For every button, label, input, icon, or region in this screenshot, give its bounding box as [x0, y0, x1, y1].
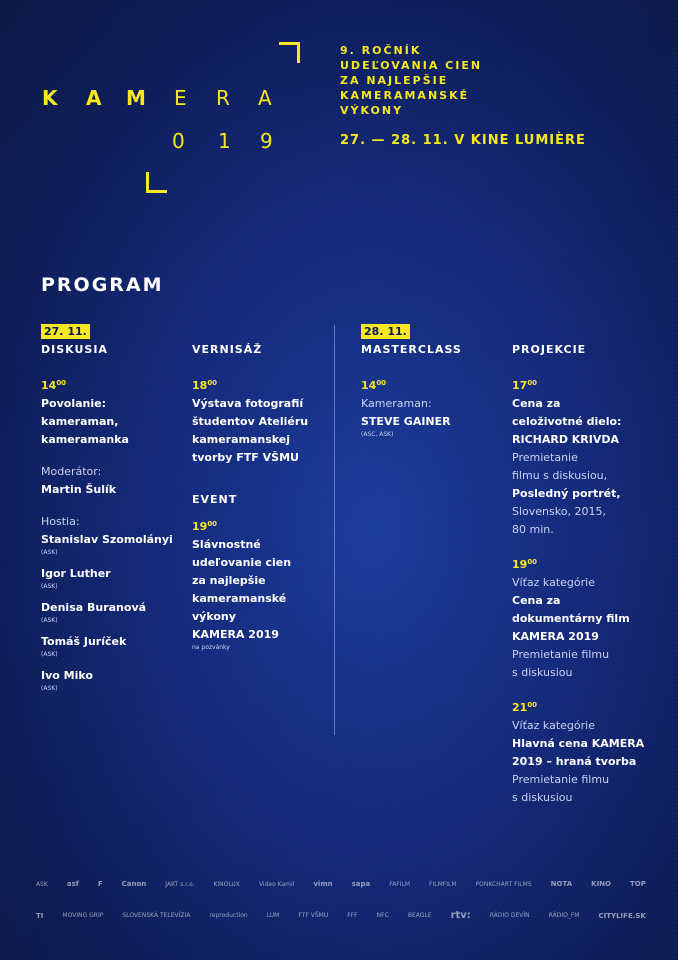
- sponsor-logo: FAFILM: [389, 880, 411, 888]
- sponsor-logo: FTF VŠMU: [298, 912, 329, 919]
- logo-letter-k: K: [42, 86, 58, 110]
- sponsor-logo: RÁDIO DEVÍN: [489, 912, 530, 919]
- edition-line: UDEĽOVANIA CIEN: [340, 59, 483, 72]
- sponsor-logo: F: [97, 880, 103, 888]
- screening-item: [512, 374, 662, 539]
- sponsor-logo: CITYLIFE.SK: [598, 911, 646, 920]
- sponsor-logo: SLOVENSKÁ TELEVÍZIA: [122, 912, 191, 919]
- discussion-title-line: kameraman,: [41, 415, 119, 428]
- ceremony-line: KAMERA 2019: [192, 628, 279, 641]
- logo-letter-m: M: [126, 86, 146, 110]
- screening-intro: Víťaz kategórie: [512, 719, 595, 732]
- logo-digit-9: 9: [260, 129, 273, 153]
- heading-projekcie: PROJEKCIE: [512, 343, 587, 356]
- screening-item: [512, 696, 662, 807]
- time-label: $18^{00}$: [192, 379, 218, 392]
- event-label: EVENT: [192, 493, 238, 506]
- sponsor-logo: FILMFILM: [429, 880, 457, 888]
- guest-tag: (ASK): [41, 651, 58, 658]
- sponsor-logo: NFC: [376, 912, 389, 919]
- moderator-name: Martin Šulík: [41, 483, 117, 496]
- screening-info-line: Premietanie filmu: [512, 773, 610, 786]
- logo-letter-a: A: [86, 86, 102, 110]
- screening-title-line: 2019 – hraná tvorba: [512, 755, 637, 768]
- sponsor-logo: asf: [66, 880, 79, 888]
- screening-title-line: KAMERA 2019: [512, 630, 599, 643]
- guest-name: Stanislav Szomolányi: [41, 533, 173, 546]
- sponsor-logo: MOVING GRIP: [62, 912, 104, 919]
- sponsor-logo: ASK: [36, 880, 48, 888]
- screening-intro: Víťaz kategórie: [512, 576, 595, 589]
- sponsor-logo: NOTA: [550, 880, 573, 888]
- heading-vernisaz: VERNISÁŽ: [192, 343, 263, 356]
- guests-label: Hostia:: [41, 515, 80, 528]
- column-projekcie: [512, 374, 662, 807]
- sponsor-logo: vimn: [313, 880, 333, 888]
- screening-info-line: Premietanie: [512, 451, 578, 464]
- heading-diskusia: DISKUSIA: [41, 343, 108, 356]
- sponsor-logo: FFF: [347, 912, 358, 919]
- sponsor-logo: PONKCHART FILMS: [475, 880, 532, 888]
- screening-info-line: filmu s diskusiou,: [512, 469, 608, 482]
- logo-letter-r: R: [216, 86, 230, 110]
- sponsor-logo: Canon: [121, 880, 147, 888]
- sponsor-logo: KINO: [591, 880, 611, 888]
- logo-bracket-bottom-left: [146, 172, 167, 193]
- screening-title-line: dokumentárny film: [512, 612, 630, 625]
- edition-line: 9. ROČNÍK: [340, 44, 422, 57]
- edition-info: [340, 43, 482, 118]
- guest-item: [41, 531, 186, 557]
- date-badge-day1: 27. 11.: [41, 324, 90, 339]
- guest-item: [41, 633, 186, 659]
- time-label: $14^{00}$: [361, 379, 387, 392]
- ceremony-line: za najlepšie: [192, 574, 266, 587]
- time-label: $21^{00}$: [512, 701, 538, 714]
- sponsor-row-2: [36, 910, 646, 921]
- screening-title-line: celoživotné dielo:: [512, 415, 622, 428]
- screening-title-line: Cena za: [512, 397, 561, 410]
- time-label: $19^{00}$: [192, 520, 218, 533]
- ceremony-line: Slávnostné: [192, 538, 261, 551]
- sponsor-logo: TOP: [630, 880, 646, 888]
- moderator-label: Moderátor:: [41, 465, 102, 478]
- sponsor-logo: KINOLUX: [213, 880, 240, 888]
- exhibition-title-line: Výstava fotografií: [192, 397, 304, 410]
- edition-line: VÝKONY: [340, 104, 404, 117]
- logo-letter-e: E: [174, 86, 187, 110]
- sponsor-logo: TI: [36, 911, 44, 920]
- ceremony-line: výkony: [192, 610, 236, 623]
- guest-tag: (ASK): [41, 685, 58, 692]
- sponsor-logo: rtv:: [450, 910, 471, 921]
- screening-info-line: s diskusiou: [512, 666, 573, 679]
- guest-name: Igor Luther: [41, 567, 111, 580]
- sponsor-logo: RÁDIO_FM: [548, 912, 580, 919]
- guest-item: [41, 565, 186, 591]
- sponsor-row-1: [36, 880, 646, 888]
- screening-title-line: RICHARD KRIVDA: [512, 433, 620, 446]
- screening-title-line: Cena za: [512, 594, 561, 607]
- ceremony-line: udeľovanie cien: [192, 556, 292, 569]
- column-masterclass: [361, 374, 501, 439]
- time-label: $17^{00}$: [512, 379, 538, 392]
- exhibition-title-line: tvorby FTF VŠMU: [192, 451, 299, 464]
- guest-tag: (ASK): [41, 617, 58, 624]
- column-vernisaz: [192, 374, 332, 652]
- screening-title-line: Hlavná cena KAMERA: [512, 737, 645, 750]
- screening-info-line: 80 min.: [512, 523, 554, 536]
- program-title: PROGRAM: [41, 274, 164, 296]
- masterclass-name: STEVE GAINER: [361, 415, 451, 428]
- exhibition-title-line: kameramanskej: [192, 433, 291, 446]
- guest-item: [41, 599, 186, 625]
- screening-item: [512, 553, 662, 682]
- time-label: $14^{00}$: [41, 379, 67, 392]
- date-badge-day2: 28. 11.: [361, 324, 410, 339]
- screening-info-line: s diskusiou: [512, 791, 573, 804]
- guest-item: [41, 667, 186, 693]
- heading-masterclass: MASTERCLASS: [361, 343, 462, 356]
- screening-info-line: Slovensko, 2015,: [512, 505, 606, 518]
- sponsor-logo: LUM: [266, 912, 280, 919]
- screening-film-title: Posledný portrét,: [512, 487, 621, 500]
- guest-tag: (ASK): [41, 583, 58, 590]
- guest-name: Ivo Miko: [41, 669, 93, 682]
- ceremony-note: na pozvánky: [192, 644, 230, 651]
- column-diskusia: [41, 374, 186, 693]
- sponsor-logo: JAKT s.r.o.: [165, 880, 195, 888]
- guest-name: Tomáš Juríček: [41, 635, 127, 648]
- sponsor-logo: Video Kamil: [258, 880, 295, 888]
- logo-digit-0: 0: [172, 129, 185, 153]
- logo-digit-1: 1: [218, 129, 231, 153]
- logo-letter-a2: A: [258, 86, 272, 110]
- edition-line: ZA NAJLEPŠIE: [340, 74, 449, 87]
- guest-name: Denisa Buranová: [41, 601, 147, 614]
- day-divider: [334, 325, 335, 735]
- exhibition-title-line: študentov Ateliéru: [192, 415, 309, 428]
- discussion-title-line: Povolanie:: [41, 397, 107, 410]
- sponsor-logo: BEAGLE: [407, 912, 432, 919]
- masterclass-label: Kameraman:: [361, 397, 432, 410]
- event-dates: 27. — 28. 11. V KINE LUMIÈRE: [340, 133, 586, 148]
- ceremony-line: kameramanské: [192, 592, 287, 605]
- edition-line: KAMERAMANSKÉ: [340, 89, 470, 102]
- time-label: $19^{00}$: [512, 558, 538, 571]
- sponsor-logo: sapa: [351, 880, 371, 888]
- discussion-title-line: kameramanka: [41, 433, 129, 446]
- sponsor-logo: reproduction: [209, 912, 248, 919]
- masterclass-tag: (ASC, ASK): [361, 431, 394, 438]
- logo-bracket-top-right: [279, 42, 300, 63]
- guest-tag: (ASK): [41, 549, 58, 556]
- screening-info-line: Premietanie filmu: [512, 648, 610, 661]
